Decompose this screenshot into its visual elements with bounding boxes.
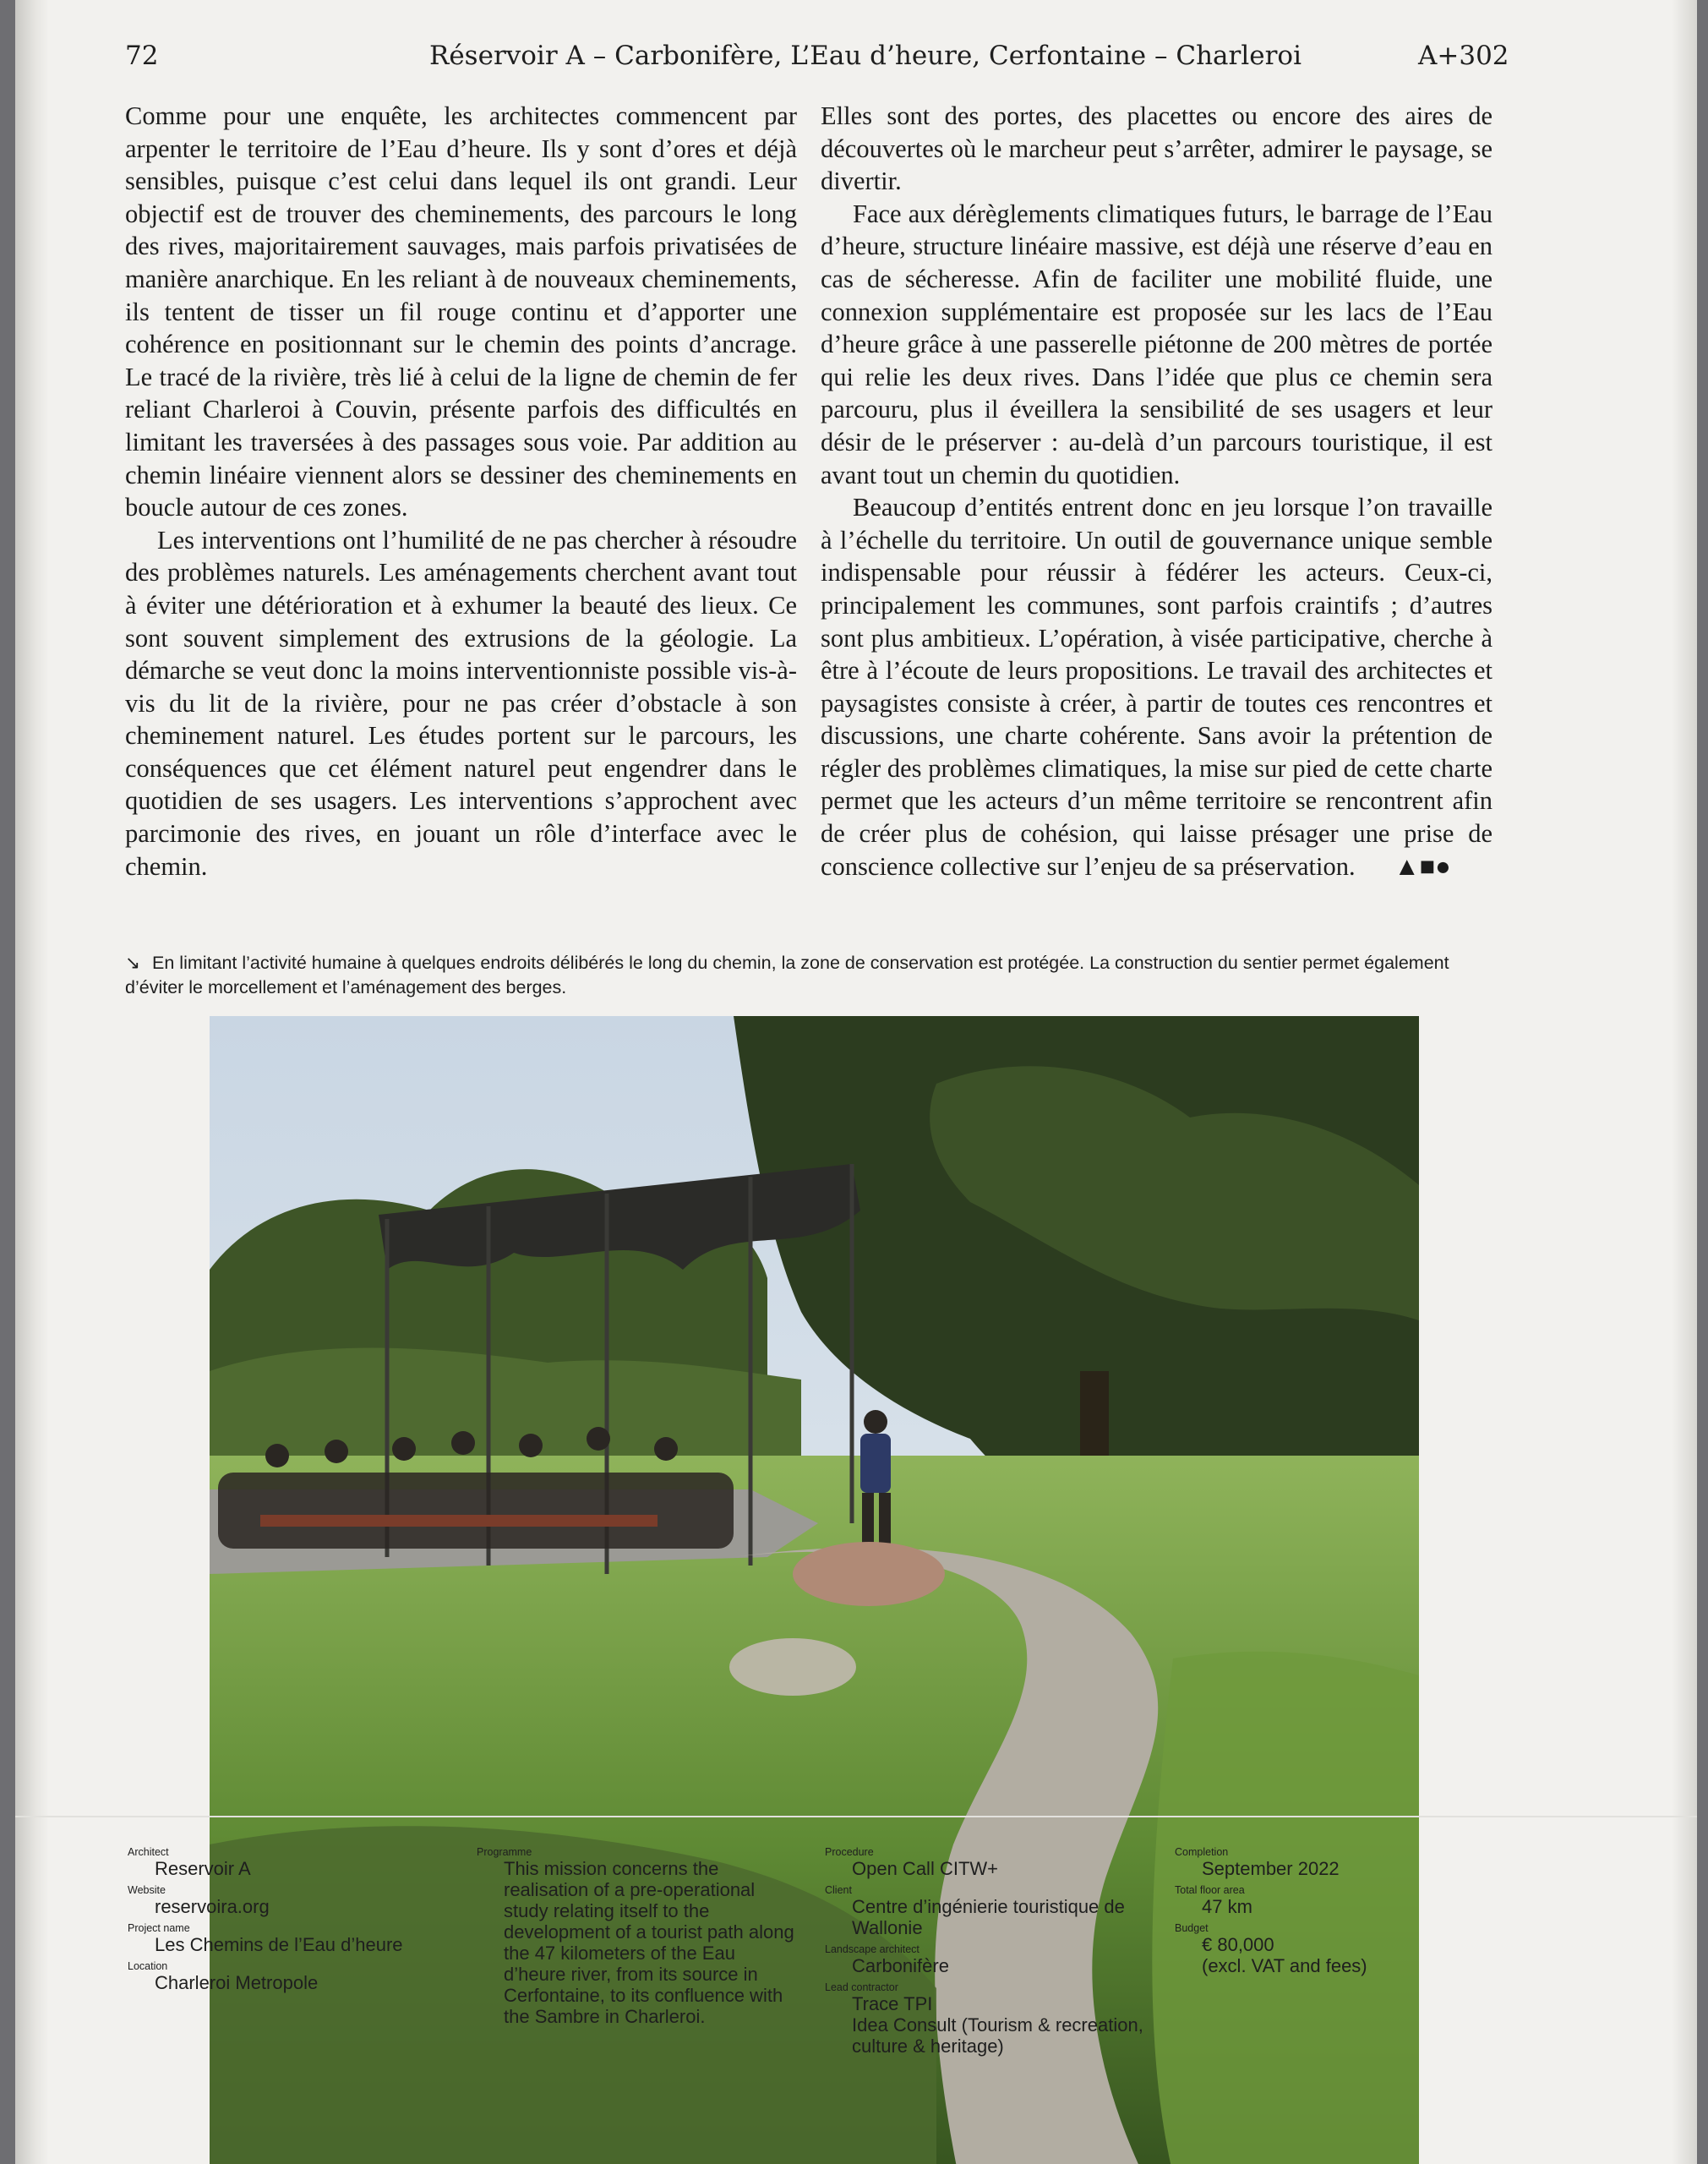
article-paragraph [821,491,1492,883]
arrow-down-right-icon: ↘ [125,953,141,973]
info-value: 47 km [1202,1896,1252,1917]
info-value: Carbonifère [852,1955,949,1976]
info-value: Centre d’ingénierie touristique de Wallonie [852,1896,1125,1938]
article-paragraph: Les interventions ont l’humilité de ne pas chercher à résoudre des problèmes naturels. Les aménagements cherchent avant tout à éviter une détérioration et à exhumer la beauté des lieux. Ce sont souvent simplement des extrusions de la géologie. La démarche se veut donc la moins interventionniste possible vis-à-vis du lit de la rivière, pour ne pas créer d’obstacle à son cheminement naturel. Les études portent sur le parcours, les conséquences que cet élément naturel peut engendrer dans le quotidien de ses usagers. Les interventions s’approchent avec parcimonie des rives, en jouant un rôle d’interface avec le chemin. [125,525,797,881]
info-value: Reservoir A [155,1858,251,1879]
project-info-column-3 [825,1841,1146,2057]
article-paragraph-text: Beaucoup d’entités entrent donc en jeu lorsque l’on travaille à l’échelle du territoire. Un outil de gouvernance unique semble indispensable pour réussir à fédérer les acteurs. Ceux-ci, principalement les communes, sont parfois craintifs ; d’autres sont plus ambitieux. L’opération, à visée participative, cherche à être à l’écoute de leurs propositions. Le travail des architectes et paysagistes consiste à créer, à partir de toutes ces rencontres et discussions, une charte cohérente. Sans avoir la prétention de régler des problèmes climatiques, la mise sur pied de cette charte permet que les acteurs d’un même territoire se rencontrent afin de créer plus de cohésion, qui laisse présager une prise de conscience collective sur l’enjeu de sa préservation. [821,493,1492,881]
info-label: Lead contractor [825,1981,898,1993]
page-spine-shadow [15,0,49,2164]
boulder-large [793,1542,945,1606]
info-value: Trace TPI [852,1993,933,2014]
info-label: Programme [477,1846,532,1858]
info-label: Budget [1175,1922,1209,1934]
article-column-left [125,100,797,883]
info-value: Idea Consult (Tourism & recreation, culture & heritage) [852,2014,1143,2057]
info-value: € 80,000 [1202,1934,1274,1955]
info-value: September 2022 [1202,1858,1340,1879]
info-label: Completion [1175,1846,1229,1858]
page-edge-shadow [1672,0,1697,2164]
caption-text: En limitant l’activité humaine à quelques endroits délibérés le long du chemin, la zone de conservation est protégée. La construction du sentier permet également d’éviter le morcellement et l’aménagement des berges. [125,953,1449,997]
boulder-small [729,1638,856,1696]
info-value: Charleroi Metropole [155,1972,319,1993]
info-label: Client [825,1884,852,1896]
page-number: 72 [125,41,159,71]
article-paragraph: Comme pour une enquête, les architectes commencent par arpenter le territoire de l’Eau d’heure. Ils y sont d’ores et déjà sensibles, puisque c’est celui dans lequel ils ont grandi. Leur objectif est de trouver des cheminements, des parcours le long des rives, majoritairement sauvages, mais parfois privatisées de manière anarchique. En les reliant à de nouveaux cheminements, ils tentent de tisser un fil rouge continu et d’apporter une cohérence en positionnant sur le chemin des points d’ancrage. Le tracé de la rivière, très lié à celui de la ligne de chemin de fer reliant Charleroi à Couvin, présente parfois des difficultés en limitant les traversées à des passages sous voie. Par addition au chemin linéaire viennent alors se dessiner des cheminements en boucle autour de ces zones. [125,101,797,522]
info-label: Architect [128,1846,169,1858]
article-paragraph: Elles sont des portes, des placettes ou encore des aires de découvertes où le marcheur peut s’arrêter, admirer le paysage, se divertir. [821,101,1492,196]
info-label: Location [128,1960,168,1972]
info-value: (excl. VAT and fees) [1202,1955,1367,1976]
article-paragraph: Face aux dérèglements climatiques futurs, le barrage de l’Eau d’heure, structure linéaire massive, est déjà une réserve d’eau en cas de sécheresse. Afin de faciliter une mobilité fluide, une connexion supplémentaire est proposée sur les lacs de l’Eau d’heure grâce à une passerelle piétonne de 200 mètres de portée qui relie les deux rives. Dans l’idée que plus ce chemin sera parcouru, plus il éveillera la sensibilité de ses usagers et leur désir de le préserver : au-delà d’un parcours touristique, il est avant tout un chemin du quotidien. [821,199,1492,489]
info-label: Landscape architect [825,1943,919,1955]
photo-caption [125,951,1460,1000]
info-value: Les Chemins de l’Eau d’heure [155,1934,403,1955]
article-column-right [821,100,1492,883]
info-label: Total floor area [1175,1884,1245,1896]
info-value: reservoira.org [155,1896,270,1917]
issue-number: A+302 [1418,41,1509,71]
info-label: Project name [128,1922,190,1934]
project-info-column-2 [477,1841,798,2027]
info-label: Website [128,1884,166,1896]
project-info-column-1 [128,1841,449,1993]
running-title: Réservoir A – Carbonifère, L’Eau d’heure, Cerfontaine – Charleroi [429,41,1302,71]
end-of-article-icon: ▲■● [1394,851,1451,881]
divider-line [15,1816,1697,1817]
project-info-column-4 [1175,1841,1496,1976]
info-value: This mission concerns the realisation of a pre-operational study relating itself to the development of a tourist path along the 47 kilometers of the Eau d’heure river, from its source in Cerfontaine, to its confluence with the Sambre in Charleroi. [504,1858,794,2027]
info-value: Open Call CITW+ [852,1858,998,1879]
info-label: Procedure [825,1846,874,1858]
magazine-page [15,0,1697,2164]
